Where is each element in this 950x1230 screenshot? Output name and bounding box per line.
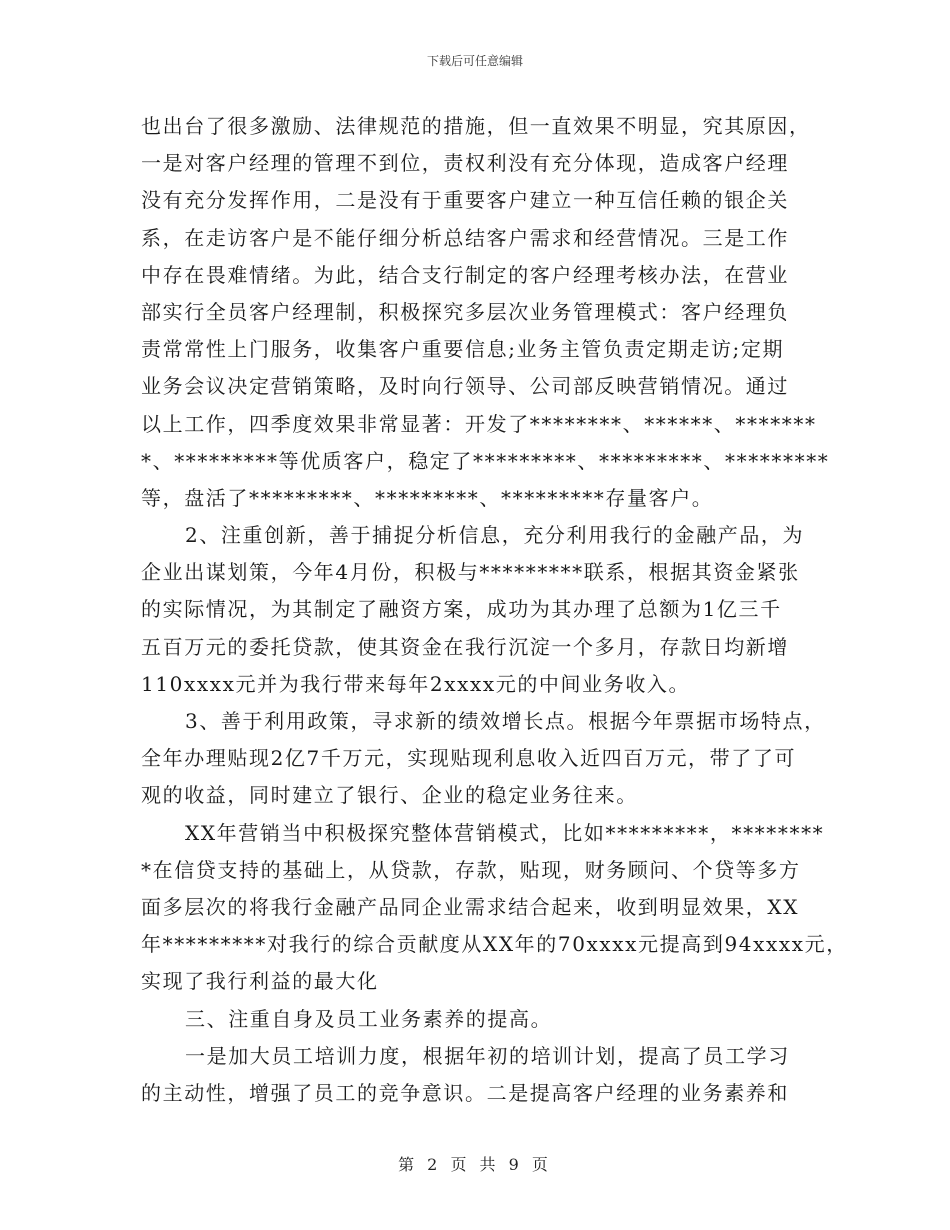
- text-line: 的主动性，增强了员工的竞争意识。二是提高客户经理的业务素养和: [141, 1080, 789, 1105]
- text-line: 也出台了很多激励、法律规范的措施，但一直效果不明显，究其原因，: [141, 114, 811, 138]
- text-line: *、*********等优质客户，稳定了*********、*********、*********: [141, 448, 830, 473]
- text-line: 等，盘活了*********、*********、*********存量客户。: [141, 485, 714, 510]
- page-footer: 第 2 页 共 9 页: [398, 1155, 552, 1174]
- text-line: *在信贷支持的基础上，从贷款，存款，贴现，财务顾问、个贷等多方: [141, 857, 801, 882]
- text-line: 2、注重创新，善于捕捉分析信息，充分利用我行的金融产品，为: [185, 523, 805, 548]
- text-line: 中存在畏难情绪。为此，结合支行制定的客户经理考核办法，在营业: [141, 262, 789, 287]
- text-line: 业务会议决定营销策略，及时向行领导、公司部反映营销情况。通过: [141, 374, 789, 399]
- text-line: 五百万元的委托贷款，使其资金在我行沉淀一个多月，存款日均新增: [141, 634, 789, 659]
- text-line: 没有充分发挥作用，二是没有于重要客户建立一种互信任赖的银企关: [141, 188, 789, 213]
- text-line: 实现了我行利益的最大化: [141, 969, 379, 994]
- text-line: 三、注重自身及员工业务素养的提高。: [185, 1006, 553, 1031]
- text-line: 观的收益，同时建立了银行、企业的稳定业务往来。: [141, 783, 638, 808]
- text-line: 企业出谋划策，今年4月份，积极与*********联系，根据其资金紧张: [141, 560, 800, 585]
- text-line: 责常常性上门服务，收集客户重要信息;业务主管负责定期走访;定期: [141, 337, 785, 362]
- text-line: 全年办理贴现2亿7千万元，实现贴现利息收入近四百万元，带了了可: [141, 746, 797, 771]
- text-line: 以上工作，四季度效果非常显著：开发了********、******、*******: [141, 411, 817, 436]
- text-line: 部实行全员客户经理制，积极探究多层次业务管理模式：客户经理负: [141, 299, 789, 324]
- text-line: 年*********对我行的综合贡献度从XX年的70xxxx元提高到94xxxx元，: [141, 932, 848, 957]
- text-line: 3、善于利用政策，寻求新的绩效增长点。根据今年票据市场特点，: [185, 709, 826, 733]
- text-line: 的实际情况，为其制定了融资方案，成功为其办理了总额为1亿三千: [141, 597, 782, 622]
- document-body: [141, 108, 848, 1112]
- text-line: 一是对客户经理的管理不到位，责权利没有充分体现，造成客户经理: [141, 151, 789, 176]
- text-line: 一是加大员工培训力度，根据年初的培训计划，提高了员工学习: [185, 1043, 790, 1068]
- text-line: 110xxxx元并为我行带来每年2xxxx元的中间业务收入。: [141, 671, 691, 696]
- text-line: 系，在走访客户是不能仔细分析总结客户需求和经营情况。三是工作: [141, 225, 789, 250]
- text-line: 面多层次的将我行金融产品同企业需求结合起来，收到明显效果，XX: [141, 894, 800, 919]
- page-header: 下载后可任意编辑: [426, 54, 523, 68]
- text-line: XX年营销当中积极探究整体营销模式，比如*********，********: [185, 820, 825, 845]
